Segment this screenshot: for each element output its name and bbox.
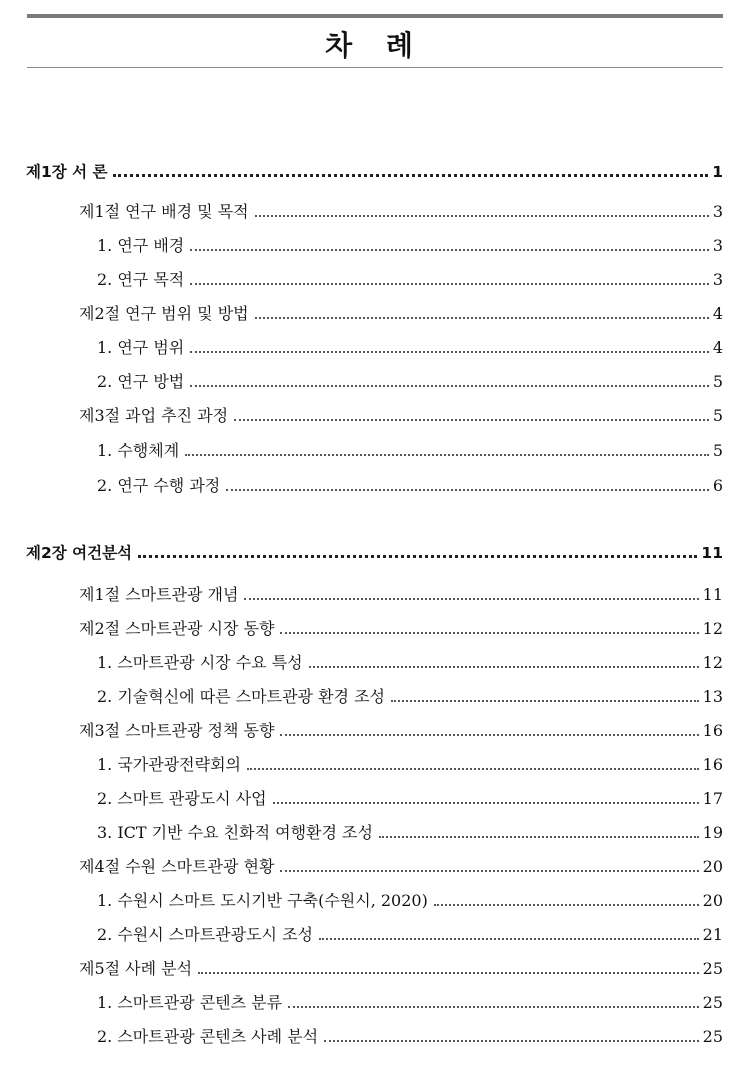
toc-item[interactable] (97, 474, 723, 498)
toc-page-number: 5 (712, 372, 723, 391)
dot-leader (255, 214, 709, 217)
toc-section[interactable] (79, 719, 723, 743)
toc-item[interactable] (97, 1025, 723, 1049)
toc-page-number: 6 (712, 476, 723, 495)
dot-leader (190, 384, 709, 387)
toc-page-number: 1 (712, 163, 723, 181)
dot-leader (247, 767, 699, 770)
toc-section[interactable] (79, 855, 723, 879)
toc-item[interactable] (97, 821, 723, 845)
dot-leader (288, 1005, 699, 1008)
toc-section[interactable] (79, 957, 723, 981)
toc-entry-label: 1. 스마트관광 콘텐츠 분류 (97, 993, 283, 1012)
toc-entry-label: 제2장 여건분석 (26, 544, 133, 562)
toc-item[interactable] (97, 651, 723, 675)
toc-page-number: 16 (702, 721, 723, 740)
dot-leader (190, 350, 709, 353)
toc-entry-label: 1. 연구 배경 (97, 236, 185, 255)
dot-leader (434, 903, 699, 906)
dot-leader (244, 597, 698, 600)
dot-leader (185, 453, 709, 456)
dot-leader (138, 554, 697, 558)
toc-item[interactable] (97, 439, 723, 463)
dot-leader (280, 733, 698, 736)
toc-entry-label: 2. 연구 수행 과정 (97, 476, 221, 495)
toc-entry-label: 2. 기술혁신에 따른 스마트관광 환경 조성 (97, 687, 385, 706)
dot-leader (190, 248, 709, 251)
toc-page-number: 3 (712, 236, 723, 255)
dot-leader (226, 488, 709, 491)
toc-page-number: 13 (702, 687, 723, 706)
dot-leader (391, 699, 699, 702)
toc-entry-label: 제4절 수원 스마트관광 현황 (79, 857, 275, 876)
toc-entry-label: 1. 연구 범위 (97, 338, 185, 357)
toc-item[interactable] (97, 336, 723, 360)
dot-leader (379, 835, 699, 838)
toc-item[interactable] (97, 923, 723, 947)
toc-entry-label: 1. 수원시 스마트 도시기반 구축(수원시, 2020) (97, 891, 428, 910)
toc-entry-label: 제1장 서 론 (26, 163, 108, 181)
toc-page-number: 16 (702, 755, 723, 774)
dot-leader (190, 282, 709, 285)
page-title: 차 례 (325, 29, 425, 62)
toc-entry-label: 1. 국가관광전략회의 (97, 755, 241, 774)
toc-entry-label: 제2절 연구 범위 및 방법 (79, 304, 249, 323)
toc-item[interactable] (97, 370, 723, 394)
toc-item[interactable] (97, 753, 723, 777)
dot-leader (309, 665, 699, 668)
toc-item[interactable] (97, 991, 723, 1015)
toc-page-number: 25 (702, 959, 723, 978)
toc-page-number: 12 (702, 653, 723, 672)
dot-leader (255, 316, 709, 319)
toc-page-number: 17 (702, 789, 723, 808)
toc-entry-label: 2. 연구 방법 (97, 372, 185, 391)
toc-entry-label: 2. 스마트 관광도시 사업 (97, 789, 267, 808)
dot-leader (319, 937, 699, 940)
toc-page-number: 20 (702, 891, 723, 910)
toc-section[interactable] (79, 583, 723, 607)
toc-page-number: 3 (712, 270, 723, 289)
toc-entry-label: 제1절 스마트관광 개념 (79, 585, 239, 604)
toc-entry-label: 2. 수원시 스마트관광도시 조성 (97, 925, 313, 944)
toc-chapter[interactable] (26, 541, 723, 565)
toc-entry-label: 3. ICT 기반 수요 친화적 여행환경 조성 (97, 823, 373, 842)
toc-entry-label: 1. 스마트관광 시장 수요 특성 (97, 653, 303, 672)
toc-entry-label: 1. 수행체계 (97, 441, 180, 460)
dot-leader (273, 801, 699, 804)
toc-page-number: 21 (702, 925, 723, 944)
toc-page-number: 5 (712, 441, 723, 460)
toc-entry-label: 2. 연구 목적 (97, 270, 185, 289)
toc-page-number: 4 (712, 304, 723, 323)
toc-section[interactable] (79, 200, 723, 224)
toc-page-number: 25 (702, 993, 723, 1012)
toc-entry-label: 2. 스마트관광 콘텐츠 사례 분석 (97, 1027, 319, 1046)
toc-page-number: 11 (701, 544, 723, 562)
toc-entry-label: 제3절 과업 추진 과정 (79, 406, 229, 425)
toc-page-number: 19 (702, 823, 723, 842)
dot-leader (234, 418, 709, 421)
toc-item[interactable] (97, 787, 723, 811)
toc-section[interactable] (79, 404, 723, 428)
toc-page-number: 5 (712, 406, 723, 425)
toc-chapter[interactable] (26, 160, 723, 184)
toc-section[interactable] (79, 617, 723, 641)
toc-item[interactable] (97, 234, 723, 258)
dot-leader (324, 1039, 699, 1042)
toc-entry-label: 제1절 연구 배경 및 목적 (79, 202, 249, 221)
toc-page-number: 3 (712, 202, 723, 221)
dot-leader (280, 631, 698, 634)
toc-page-number: 12 (702, 619, 723, 638)
toc-item[interactable] (97, 889, 723, 913)
toc-entry-label: 제2절 스마트관광 시장 동향 (79, 619, 275, 638)
toc-page-number: 11 (702, 585, 723, 604)
dot-leader (280, 869, 698, 872)
toc-section[interactable] (79, 302, 723, 326)
toc-entry-label: 제5절 사례 분석 (79, 959, 193, 978)
toc-page-number: 20 (702, 857, 723, 876)
toc-item[interactable] (97, 685, 723, 709)
toc-page-number: 4 (712, 338, 723, 357)
toc-page-number: 25 (702, 1027, 723, 1046)
toc-entry-label: 제3절 스마트관광 정책 동향 (79, 721, 275, 740)
dot-leader (113, 173, 708, 177)
toc-item[interactable] (97, 268, 723, 292)
dot-leader (198, 971, 699, 974)
